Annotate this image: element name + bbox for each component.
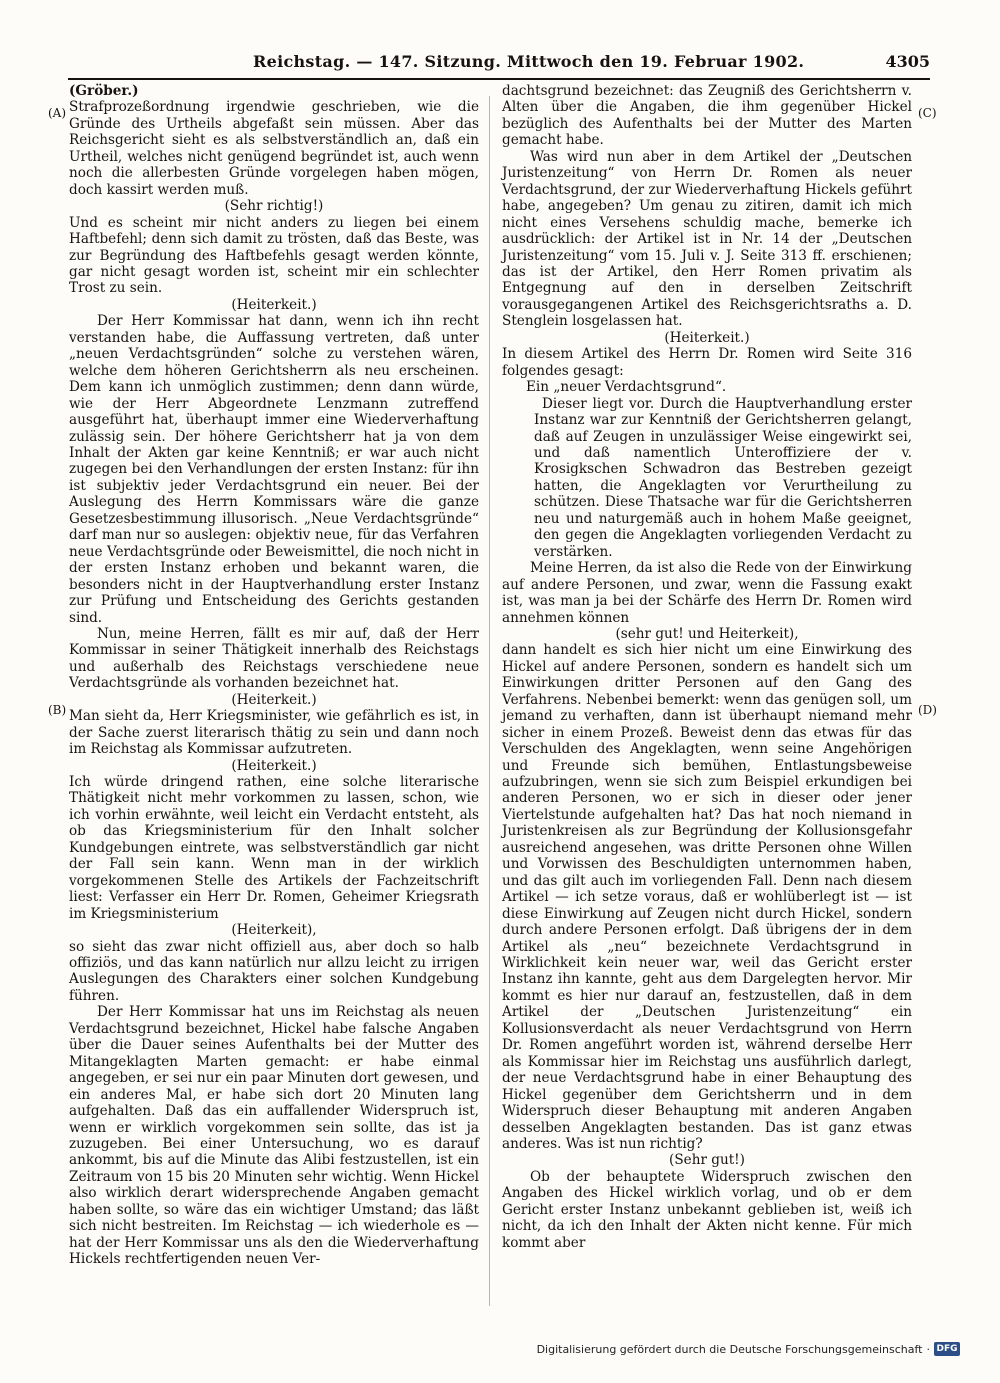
interjection: (Heiterkeit.) <box>231 757 317 774</box>
footer-text: Digitalisierung gefördert durch die Deutsche Forschungsgemeinschaft <box>536 1342 923 1356</box>
paragraph: so sieht das zwar nicht offiziell aus, aber doch so halb offiziös, und das kann natürlich nur allzu leicht zu irrigen Auslegungen des Charakters einer solchen Kundgebung führen. <box>69 938 479 1004</box>
paragraph: In diesem Artikel des Herrn Dr. Romen wird Seite 316 folgendes gesagt: <box>502 346 912 379</box>
paragraph: Und es scheint mir nicht anders zu liegen bei einem Haftbefehl; denn sich damit zu trösten, daß das Beste, was zur Begründung des Haftbefehls gesagt werden könnte, gar nicht gesagt worden ist, scheint mir ein schlechter Trost zu sein. <box>69 214 479 297</box>
speaker-name: (Gröber.) <box>69 83 139 99</box>
paragraph: Man sieht da, Herr Kriegsminister, wie gefährlich es ist, in der Sache zuerst literarisch thätig zu sein und dann noch im Reichstag als Kommissar aufzutreten. <box>69 708 479 758</box>
right-column <box>502 83 912 1251</box>
margin-label-c: (C) <box>918 106 937 120</box>
paragraph: Strafprozeßordnung irgendwie geschrieben, wie die Gründe des Urtheils abgefaßt sein müssen. Aber das Reichsgericht sieht es als selbstverständlich an, daß ein Urtheil, welches nicht genügend begründet ist, auch wenn noch die allerbesten Gründe vorgelegen haben mögen, doch kassirt werden muß. <box>69 99 479 198</box>
quotation-heading: Ein „neuer Verdachtsgrund“. <box>526 379 727 396</box>
paragraph: Ich würde dringend rathen, eine solche literarische Thätigkeit nicht mehr vorkommen zu lassen, schon, wie ich vorhin erwähnte, weil leicht ein Verdacht entsteht, als ob das Kriegsministerium für den Inhalt solcher Kundgebungen eintrete, was selbstverständlich gar nicht der Fall sein kann. Wenn man in der wirklich vorgekommenen Stelle des Artikels der Fachzeitschrift liest: Verfasser ein Herr Dr. Romen, Geheimer Kriegsrath im Kriegsministerium <box>69 774 479 922</box>
paragraph: Nun, meine Herren, fällt es mir auf, daß der Herr Kommissar in seiner Thätigkeit innerhalb des Reichstags und außerhalb des Reichstags verschiedene neue Verdachtsgründe als vorhanden bezeichnet hat. <box>69 625 479 692</box>
left-column <box>69 83 479 1268</box>
dfg-logo-icon: DFG <box>934 1342 960 1356</box>
paragraph: Meine Herren, da ist also die Rede von der Einwirkung auf andere Personen, und zwar, wenn die Fassung exakt ist, was man ja bei der Schärfe des Herrn Dr. Romen wird annehmen können <box>502 560 912 626</box>
interjection: (Sehr richtig!) <box>224 198 324 215</box>
interjection: (Sehr gut!) <box>669 1152 745 1169</box>
footer-credit <box>537 1342 960 1356</box>
paragraph: Der Herr Kommissar hat uns im Reichstag als neuen Verdachtsgrund bezeichnet, Hickel habe falsche Angaben über die Dauer seines Aufenthalts bei der Mutter des Mitangeklagten Marten gemacht: er habe einmal angegeben, er sei nur ein paar Minuten dort gewesen, und ein anderes Mal, er habe sich dort 20 Minuten lang aufgehalten. Daß das ein auffallender Widerspruch ist, wenn er wirklich vorgekommen sein sollte, das ist ja zuzugeben. Bei einer Untersuchung, wo es darauf ankommt, bis auf die Minute das Alibi festzustellen, ist ein Zeitraum von 15 bis 20 Minuten sehr wichtig. Wenn Hickel also wirklich derart widersprechende Angaben gemacht haben sollte, so wäre das ein wichtiger Umstand; das läßt sich nicht bestreiten. Im Reichstag — ich wiederhole es — hat der Herr Kommissar uns als den die Wiederverhaftung Hickels rechtfertigenden neuen Ver- <box>69 1004 479 1268</box>
paragraph: Was wird nun aber in dem Artikel der „Deutschen Juristenzeitung“ von Herrn Dr. Romen als neuer Verdachtsgrund, der zur Wiederverhaftung Hickels geführt habe, angegeben? Um genau zu zitiren, damit ich mich nicht eines Versehens schuldig mache, bemerke ich ausdrücklich: der Artikel ist in Nr. 14 der „Deutschen Juristenzeitung“ vom 15. Juli v. J. Seite 313 ff. erschienen; das ist der Artikel, den Herr Romen privatim als Entgegnung auf den in derselben Zeitschrift vorausgegangenen Artikel des Reichsgerichtsraths a. D. Stenglein losgelassen hat. <box>502 148 912 330</box>
separator-dot: · <box>926 1342 930 1356</box>
paragraph: dachtsgrund bezeichnet: das Zeugniß des Gerichtsherrn v. Alten über die Angaben, die ihm gegenüber Hickel bezüglich des Aufenthalts bei der Mutter des Marten gemacht habe. <box>502 83 912 149</box>
paragraph: dann handelt es sich hier nicht um eine Einwirkung des Hickel auf andere Personen, sondern es handelt sich um Einwirkungen dritter Personen auf den Gang des Verfahrens. Nebenbei bemerkt: wenn das genügen soll, um jemand zu verhaften, dann ist überhaupt niemand mehr sicher in einem Prozeß. Beweist denn das etwas für das Verschulden des Angeklagten, wenn seine Angehörigen und Freunde sich bemühen, Entlastungsbeweise aufzubringen, wenn sie sich zum Beispiel erkundigen bei anderen Personen, wo er sich in dieser oder jener Viertelstunde aufgehalten hat? Das hat noch niemand in Juristenkreisen als zur Begründung der Kollusionsgefahr ausreichend angesehen, was dritte Personen ohne Willen und Vorwissen des Beschuldigten unternommen haben, und das gilt auch im vorliegenden Fall. Denn nach diesem Artikel — ich setze voraus, daß er wohlüberlegt ist — ist diese Einwirkung auf Zeugen nicht durch Hickel, sondern durch andere Personen erfolgt. Daß übrigens der in dem Artikel als „neu“ bezeichnete Verdachtsgrund in Wirklichkeit kein neuer war, weil das Gericht erster Instanz ihn kannte, geht aus dem Dargelegten hervor. Mir kommt es hier nur darauf an, festzustellen, daß in dem Artikel der „Deutschen Juristenzeitung“ ein Kollusionsverdacht als neuer Verdachtsgrund von Herrn Dr. Romen angeführt worden ist, während derselbe Herr als Kommissar hier im Reichstag uns ausführlich darlegt, der neue Verdachtsgrund habe in einer Behauptung des Hickel gegenüber dem Gerichtsherrn und in dem Widerspruch dieser Behauptung mit anderen Angaben desselben Angeklagten bestanden. Das ist ganz etwas anderes. Was ist nun richtig? <box>502 642 912 1152</box>
interjection: (Heiterkeit.) <box>664 329 750 346</box>
paragraph: Der Herr Kommissar hat dann, wenn ich ihn recht verstanden habe, die Auffassung vertreten, daß unter „neuen Verdachtsgründen“ solche zu verstehen wären, welche dem höheren Gerichtsherrn als neu erscheinen. Dem kann ich unmöglich zustimmen; denn dann würde, wie der Herr Abgeordnete Lenzmann zutreffend ausgeführt hat, überhaupt immer eine Wiederverhaftung zulässig sein. Der höhere Gerichtsherr hat ja von dem Inhalt der Akten gar keine Kenntniß; er war auch nicht zugegen bei den Verhandlungen der ersten Instanz: für ihn ist subjektiv jeder Verdachtsgrund ein neuer. Bei der Auslegung des Herrn Kommissars wäre die ganze Gesetzesbestimmung illusorisch. „Neue Verdachtsgründe“ darf man nur so auslegen: objektiv neue, für das Verfahren neue Verdachtsgründe oder Beweismittel, die noch nicht in der ersten Instanz erhoben und bekannt waren, die besonders nicht in der Hauptverhandlung erster Instanz zur Prüfung und Entscheidung des Gerichts gestanden sind. <box>69 313 479 626</box>
running-title: Reichstag. — 147. Sitzung. Mittwoch den 19. Februar 1902. <box>253 52 805 71</box>
interjection: (Heiterkeit.) <box>231 296 317 313</box>
page-number: 4305 <box>885 52 930 71</box>
interjection: (Heiterkeit.) <box>231 691 317 708</box>
page-header <box>68 50 930 76</box>
header-rule <box>68 78 930 80</box>
paragraph: Ob der behauptete Widerspruch zwischen den Angaben des Hickel wirklich vorlag, und ob er dem Gericht erster Instanz unbekannt geblieben ist, weiß ich nicht, da ich den Inhalt der Akten nicht kenne. Für mich kommt aber <box>502 1168 912 1251</box>
interjection: (sehr gut! und Heiterkeit), <box>615 625 799 642</box>
margin-label-b: (B) <box>48 703 67 717</box>
margin-label-d: (D) <box>918 703 937 717</box>
interjection: (Heiterkeit), <box>231 922 317 939</box>
column-divider <box>489 96 490 1306</box>
margin-label-a: (A) <box>48 106 67 120</box>
quotation: Dieser liegt vor. Durch die Hauptverhandlung erster Instanz war zur Kenntniß der Gerichtsherren gelangt, daß auf Zeugen in unzulässiger Weise eingewirkt sei, und daß namentlich Unteroffiziere der v. Krosigkschen Schwadron das Bestreben gezeigt hatten, die Angeklagten vor Verurtheilung zu schützen. Diese Thatsache war für die Gerichtsherren neu und naturgemäß auch in hohem Maße geeignet, den gegen die Angeklagten vorliegenden Verdacht zu verstärken. <box>534 395 912 560</box>
